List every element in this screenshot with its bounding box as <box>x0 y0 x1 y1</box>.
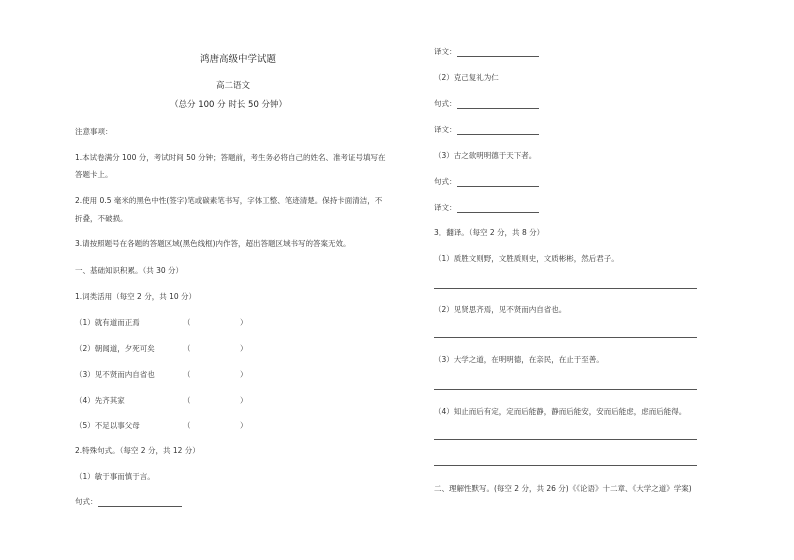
q1-item-5-paren-close: ） <box>240 421 248 430</box>
translation-row-1 <box>434 47 539 57</box>
answer-line[interactable] <box>434 465 697 466</box>
note-1-line-2: 答题卡上。 <box>75 170 113 179</box>
section-1-heading: 一、基础知识积累。（共 30 分） <box>75 266 184 275</box>
q1-item-3-paren-open: （ <box>183 370 191 379</box>
q1-item-1-paren-close: ） <box>240 318 248 327</box>
question-2-heading: 2.特殊句式。（每空 2 分，共 12 分） <box>75 446 200 455</box>
q1-item-3-paren-close: ） <box>240 370 248 379</box>
form-row-2 <box>434 99 539 109</box>
q1-item-2-paren-close: ） <box>240 344 248 353</box>
notes-heading: 注意事项： <box>75 127 113 136</box>
answer-line[interactable] <box>434 439 697 440</box>
translation-label: 译文： <box>434 125 457 134</box>
answer-blank[interactable] <box>457 203 539 213</box>
q1-item-5-paren-open: （ <box>183 421 191 430</box>
translation-label: 译文： <box>434 203 457 212</box>
answer-blank[interactable] <box>457 99 539 109</box>
answer-line[interactable] <box>434 288 697 289</box>
question-3-heading: 3．翻译。（每空 2 分，共 8 分） <box>434 228 545 237</box>
q3-item-1: （1）质胜文则野，文胜质则史，文质彬彬，然后君子。 <box>434 254 619 263</box>
q2-item-1: （1）敏于事而慎于言。 <box>75 472 155 481</box>
q1-item-2-paren-open: （ <box>183 344 191 353</box>
answer-blank[interactable] <box>457 125 539 135</box>
q1-item-1-paren-open: （ <box>183 318 191 327</box>
exam-subject: 高二语文 <box>216 81 251 91</box>
form-label: 句式： <box>75 497 98 506</box>
q3-item-4: （4）知止而后有定，定而后能静，静而后能安，安而后能虑，虑而后能得。 <box>434 407 687 416</box>
note-3: 3.请按照题号在各题的答题区域(黑色线框)内作答，超出答题区域书写的答案无效。 <box>75 239 351 248</box>
q1-item-1: （1）就有道而正焉 <box>75 318 140 327</box>
note-2-line-1: 2.使用 0.5 毫米的黑色中性(签字)笔或碳素笔书写，字体工整、笔迹清楚。保持卡面清洁，不 <box>75 196 383 205</box>
exam-title: 鸿唐高级中学试题 <box>200 54 277 65</box>
q2-item-3: （3）古之欲明明德于天下者。 <box>434 151 537 160</box>
form-label: 句式： <box>434 177 457 186</box>
q3-item-3: （3）大学之道，在明明德，在亲民，在止于至善。 <box>434 355 604 364</box>
section-2-heading: 二、理解性默写。(每空 2 分，共 26 分)《《论语》十二章、《大学之道》学案) <box>434 484 692 493</box>
answer-blank[interactable] <box>457 177 539 187</box>
q1-item-4-paren-open: （ <box>183 396 191 405</box>
translation-label: 译文： <box>434 47 457 56</box>
form-label: 句式： <box>434 99 457 108</box>
question-1-heading: 1.词类活用（每空 2 分，共 10 分） <box>75 292 197 301</box>
answer-blank[interactable] <box>98 497 182 507</box>
answer-line[interactable] <box>434 389 697 390</box>
note-1-line-1: 1.本试卷满分 100 分，考试时间 50 分钟；答题前，考生务必将自己的姓名、准考证号填写在 <box>75 153 386 162</box>
q3-item-2: （2）见贤思齐焉，见不贤而内自省也。 <box>434 305 567 314</box>
score-info: （总分 100 分 时长 50 分钟） <box>170 100 288 110</box>
translation-row-3 <box>434 203 539 213</box>
q1-item-5: （5）不足以事父母 <box>75 421 140 430</box>
answer-line[interactable] <box>434 337 697 338</box>
q2-item-2: （2）克己复礼为仁 <box>434 73 499 82</box>
q1-item-2: （2）朝闻道，夕死可矣 <box>75 344 155 353</box>
answer-blank[interactable] <box>457 47 539 57</box>
q1-item-3: （3）见不贤而内自省也 <box>75 370 155 379</box>
q1-item-4-paren-close: ） <box>240 396 248 405</box>
q2-item-1-form-row <box>75 497 182 507</box>
note-2-line-2: 折叠，不破损。 <box>75 214 128 223</box>
form-row-3 <box>434 177 539 187</box>
translation-row-2 <box>434 125 539 135</box>
q1-item-4: （4）先齐其家 <box>75 396 125 405</box>
